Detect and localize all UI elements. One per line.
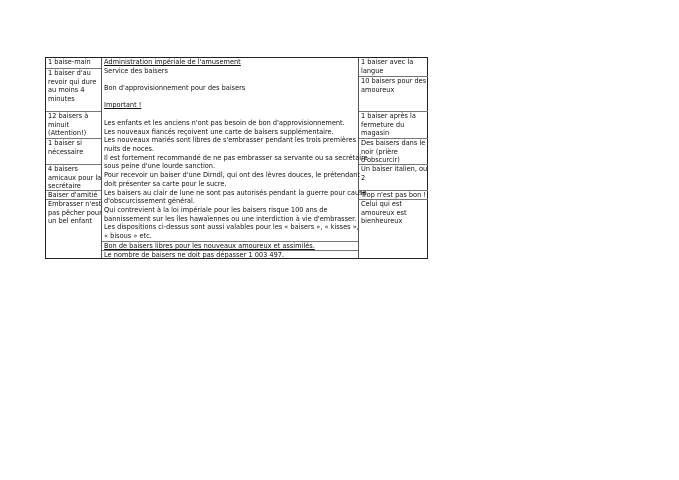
kiss-limit-text: Le nombre de baisers ne doit pas dépasser 1 003 497. — [104, 251, 285, 259]
right-coupon-7 — [359, 199, 428, 259]
coupon-text: d'obscurcir) — [361, 156, 400, 165]
coupon-text: bienheureux — [361, 217, 403, 226]
coupon-text: Celui qui est — [361, 200, 402, 208]
coupon-text: amicaux pour la — [48, 173, 102, 182]
left-coupon-column — [46, 58, 102, 258]
left-coupon-7 — [46, 199, 101, 259]
coupon-text: pas pêcher pour — [48, 208, 102, 217]
coupon-text: 4 baisers — [48, 165, 78, 173]
coupon-text: Trop n'est pas bon ! — [361, 191, 426, 199]
coupon-text: fermeture du — [361, 120, 405, 129]
coupon-text: 10 baisers pour des — [361, 77, 427, 85]
coupon-text: 1 baiser avec la — [361, 58, 414, 66]
coupon-text: magasin — [361, 129, 390, 138]
coupon-text: 1 baiser si — [48, 139, 82, 147]
kiss-limit-cell — [102, 250, 358, 259]
rule-line: Les baisers au clair de lune ne sont pas autorisés pendant la guerre pour cause — [104, 188, 367, 197]
coupon-body-column — [102, 58, 368, 259]
coupon-text: 1 baise-main — [48, 58, 91, 66]
right-coupon-1 — [359, 58, 428, 76]
coupon-text: Embrasser n'est — [48, 200, 102, 208]
rule-line: Les nouveaux fiancés reçoivent une carte de baisers supplémentaire. — [104, 127, 334, 136]
coupon-text: amoureux est — [361, 208, 407, 217]
issuer-title: Administration impériale de l'amusement — [104, 58, 241, 66]
coupon-text: langue — [361, 66, 384, 75]
coupon-text: (Attention!) — [48, 129, 87, 138]
coupon-title: Bon d'approvisionnement pour des baisers — [104, 84, 246, 93]
coupon-text: minutes — [48, 95, 75, 104]
rule-line: bannissement sur les îles hawaïennes ou une interdiction à vie d'embrasser. — [104, 214, 357, 223]
coupon-text: nécessaire — [48, 147, 84, 156]
coupon-body — [102, 58, 368, 241]
kiss-coupon-table — [45, 57, 428, 259]
rule-line: Les dispositions ci-dessus sont aussi valables pour les « baisers », « kisses », — [104, 223, 359, 232]
left-coupon-4 — [46, 138, 101, 165]
coupon-text: secrétaire — [48, 182, 81, 191]
coupon-text: au moins 4 — [48, 86, 85, 95]
coupon-text: Baiser d'amitié — [48, 191, 98, 199]
coupon-text: revoir qui dure — [48, 77, 97, 86]
left-coupon-5 — [46, 164, 101, 191]
important-label: Important ! — [104, 101, 142, 110]
right-coupon-5 — [359, 164, 428, 191]
right-coupon-column — [359, 58, 428, 258]
left-coupon-1 — [46, 58, 101, 68]
rule-line: nuits de noces. — [104, 144, 155, 153]
right-coupon-4 — [359, 138, 428, 165]
coupon-text: minuit — [48, 120, 70, 129]
rule-line: Qui contrevient à la loi impériale pour les baisers risque 100 ans de — [104, 205, 328, 214]
rule-line: Les enfants et les anciens n'ont pas besoin de bon d'approvisionnement. — [104, 118, 345, 127]
coupon-text: 12 baisers à — [48, 112, 89, 120]
coupon-text: 2 — [361, 173, 366, 182]
rule-line: doit présenter sa carte pour le sucre. — [104, 179, 227, 188]
left-coupon-3 — [46, 111, 101, 138]
right-coupon-2 — [359, 76, 428, 111]
coupon-text: un bel enfant — [48, 217, 92, 226]
coupon-text: Un baiser italien, ou — [361, 165, 428, 173]
coupon-text: 1 baiser d'au — [48, 69, 91, 77]
right-coupon-3 — [359, 111, 428, 138]
rule-line: « bisous » etc. — [104, 232, 152, 241]
issuer-subtitle: Service des baisers — [104, 66, 168, 75]
rule-line: sous peine d'une lourde sanction. — [104, 162, 216, 171]
free-kiss-coupon-title: Bon de baisers libres pour les nouveaux amoureux et assimilés. — [104, 242, 315, 250]
coupon-text: 1 baiser après la — [361, 112, 416, 120]
rule-line: Il est fortement recommandé de ne pas embrasser sa servante ou sa secrétaire — [104, 153, 368, 162]
rule-line: Les nouveaux mariés sont libres de s'embrasser pendant les trois premières — [104, 136, 357, 145]
coupon-text: Des baisers dans le — [361, 139, 426, 147]
left-coupon-2 — [46, 68, 101, 112]
coupon-text: amoureux — [361, 85, 395, 94]
rule-line: Pour recevoir un baiser d'une Dirndl, qui ont des lèvres douces, le prétendant — [104, 171, 361, 180]
coupon-text: noir (prière — [361, 147, 398, 156]
rule-line: d'obscurcissement général. — [104, 197, 195, 206]
